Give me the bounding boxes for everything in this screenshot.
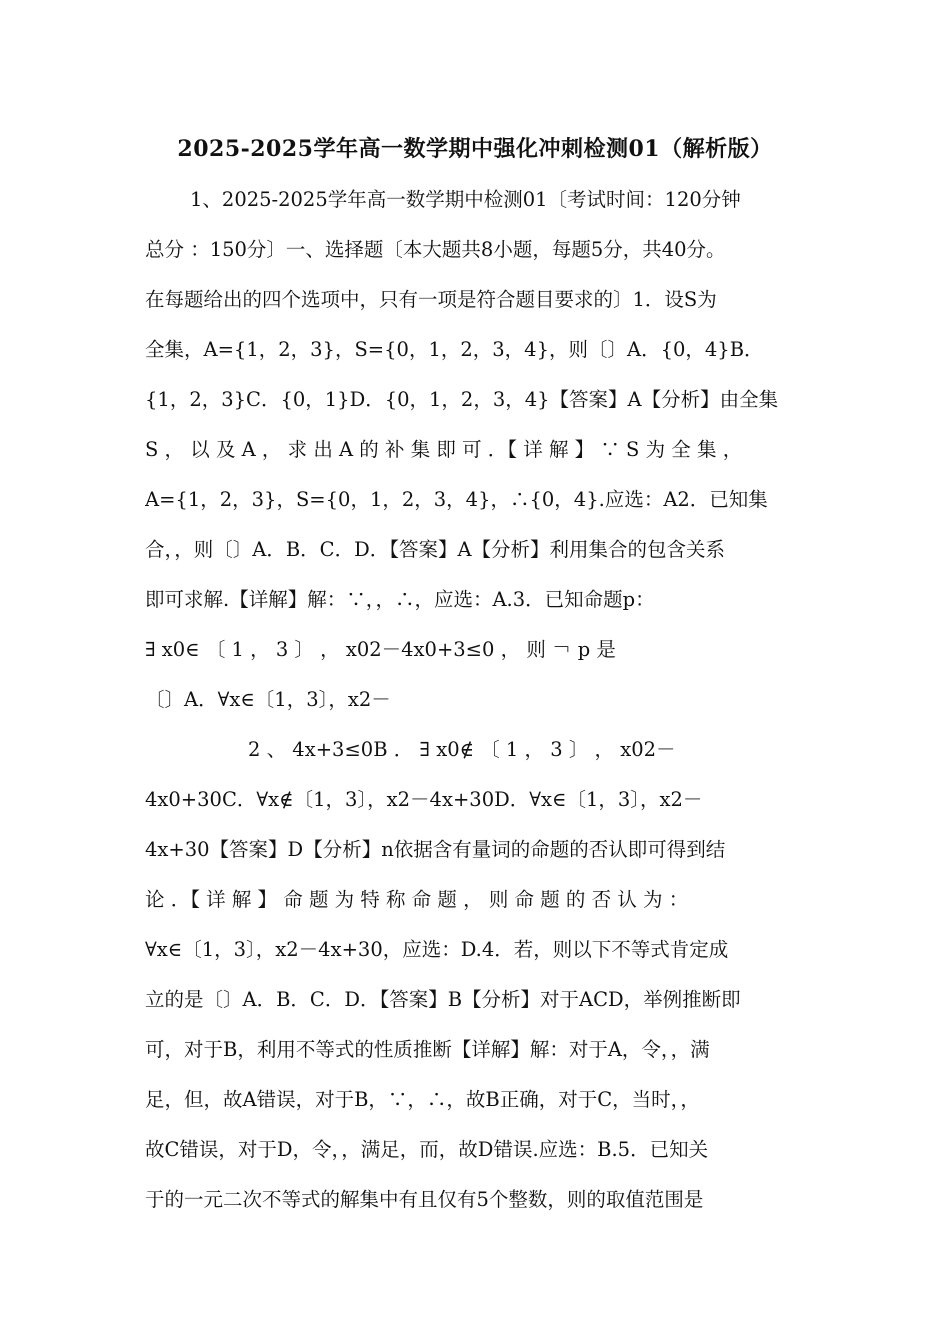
- text-line-14: 4x+30【答案】D【分析】n依据含有量词的命题的否认即可得到结: [145, 838, 726, 861]
- text-line-11: 〔〕A．∀x∈〔1，3〕，x2－: [145, 688, 391, 711]
- text-line-9: 即可求解.【详解】解：∵，，∴，应选：A.3．已知命题p：: [145, 588, 655, 611]
- text-line-5: {1，2，3}C．{0，1}D．{0，1，2，3，4}【答案】A【分析】由全集: [145, 388, 779, 411]
- text-line-4: 全集，A={1，2，3}，S={0，1，2，3，4}，则〔〕A．{0，4}B．: [145, 338, 764, 361]
- text-line-21: 于的一元二次不等式的解集中有且仅有5个整数，则的取值范围是: [145, 1188, 704, 1211]
- text-line-12: 2 、 4x+3≤0B ． ∃ x0∉ 〔 1 ， 3 〕 ， x02－: [248, 738, 676, 761]
- page-title: 2025-2025学年高一数学期中强化冲刺检测01（解析版）: [177, 136, 773, 162]
- text-line-15: 论 ．【 详 解 】 命 题 为 特 称 命 题 ， 则 命 题 的 否 认 为 ：: [145, 888, 689, 911]
- text-line-20: 故C错误，对于D，令，，满足，而，故D错误.应选：B.5．已知关: [145, 1138, 709, 1161]
- text-line-6: S ， 以 及 A ， 求 出 A 的 补 集 即 可 ．【 详 解 】 ∵ S 为 全 集 ，: [145, 438, 743, 461]
- text-line-1: 1、2025-2025学年高一数学期中检测01〔考试时间：120分钟: [190, 188, 741, 211]
- text-line-2: 总分 ：150分〕一、选择题〔本大题共8小题，每题5分，共40分。: [145, 238, 726, 261]
- text-line-18: 可，对于B，利用不等式的性质推断【详解】解：对于A，令，，满: [145, 1038, 710, 1061]
- text-line-17: 立的是〔〕A．B．C．D．【答案】B【分析】对于ACD，举例推断即: [145, 988, 741, 1011]
- text-line-7: A={1，2，3}，S={0，1，2，3，4}，∴{0，4}.应选：A2．已知集: [145, 488, 768, 511]
- text-line-19: 足，但，故A错误，对于B，∵，∴，故B正确，对于C，当时，，: [145, 1088, 700, 1111]
- text-line-16: ∀x∈〔1，3〕，x2－4x+30，应选：D.4．若，则以下不等式肯定成: [145, 938, 729, 961]
- text-line-13: 4x0+30C．∀x∉〔1，3〕，x2－4x+30D．∀x∈〔1，3〕，x2－: [145, 788, 703, 811]
- text-line-8: 合，，则〔〕A．B．C．D．【答案】A【分析】利用集合的包含关系: [145, 538, 726, 561]
- text-line-10: ∃ x0∈ 〔 1 ， 3 〕 ， x02－4x0+3≤0 ， 则 ￢ p 是: [145, 638, 616, 661]
- text-line-3: 在每题给出的四个选项中，只有一项是符合题目要求的〕1．设S为: [145, 288, 717, 311]
